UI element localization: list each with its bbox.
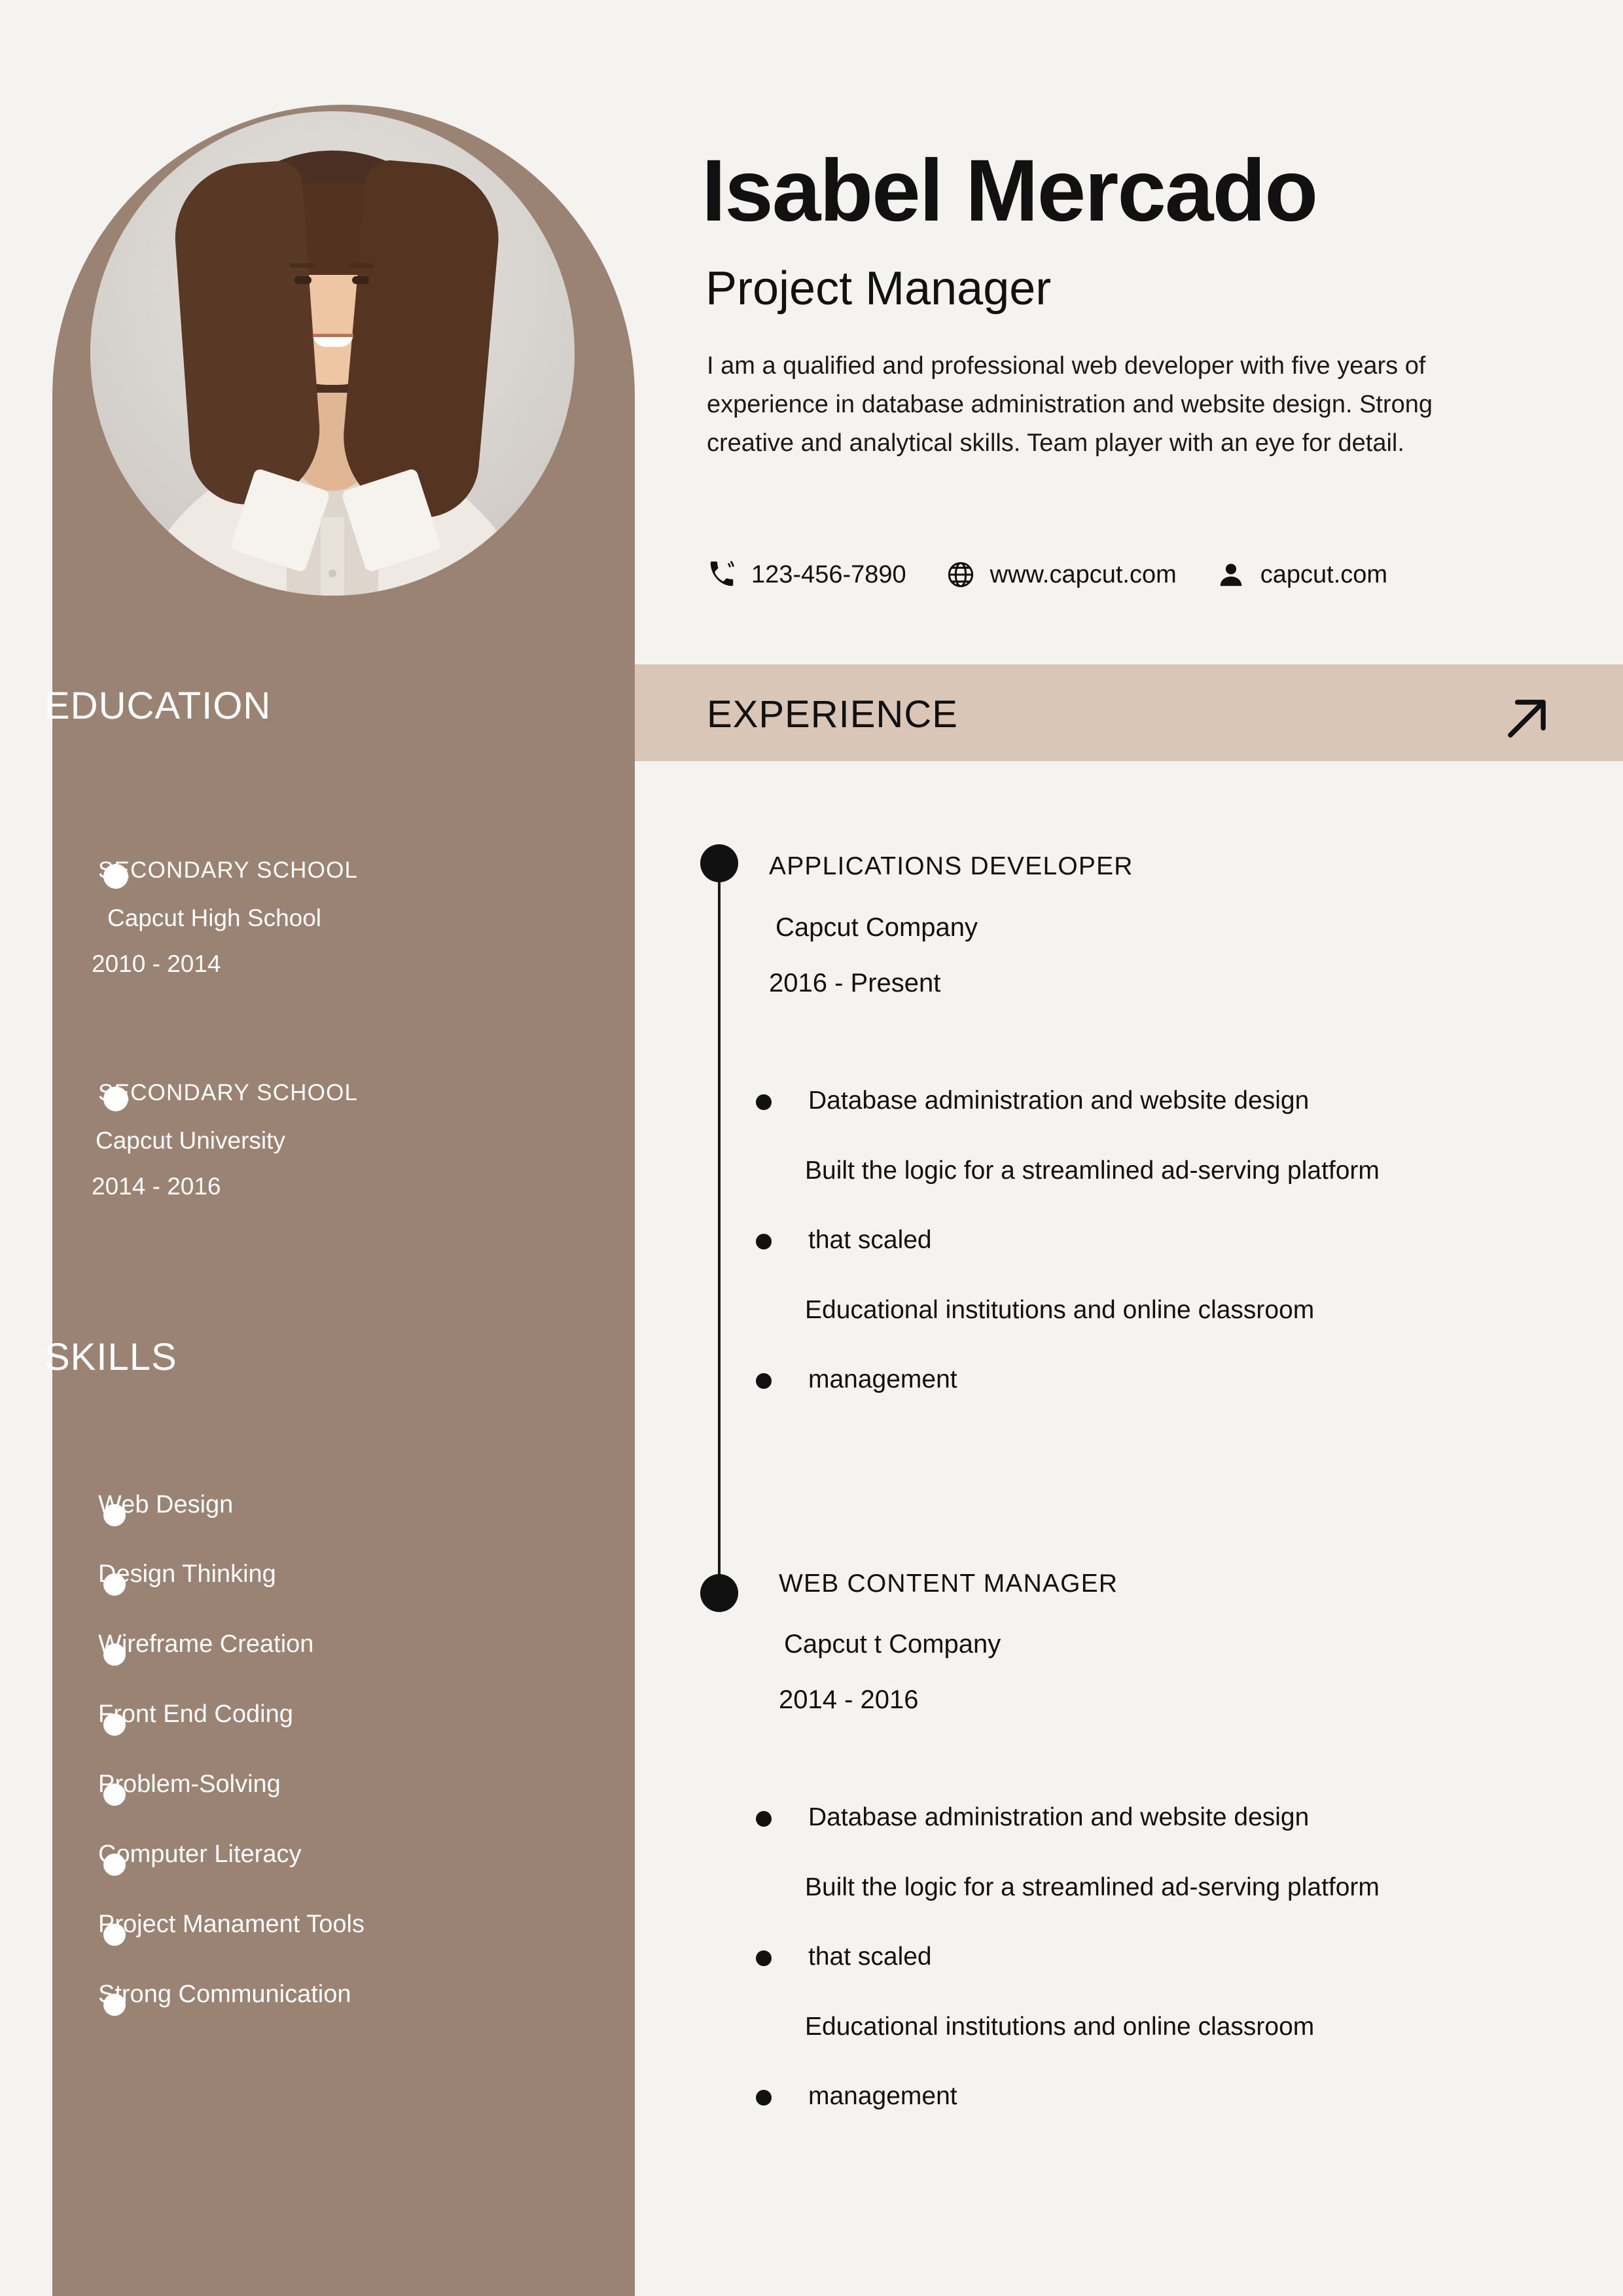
portrait-brow-right (348, 263, 374, 268)
job-bullet: management (808, 1365, 957, 1393)
globe-icon (946, 560, 976, 590)
portrait-button (329, 569, 336, 577)
page-title: Isabel Mercado (702, 142, 1317, 240)
portrait-eye-left (294, 276, 312, 284)
contact-website[interactable] (946, 560, 1177, 590)
education-item (92, 857, 359, 978)
skill-item: Wireframe Creation (98, 1630, 314, 1658)
arrow-up-right-icon[interactable] (1499, 691, 1555, 750)
job-bullet-dot (756, 1234, 772, 1249)
skill-item: Front End Coding (98, 1700, 293, 1728)
job-company: Capcut t Company (784, 1630, 1001, 1659)
portrait-brow-left (290, 263, 316, 268)
education-item (92, 1080, 359, 1200)
contact-profile[interactable] (1216, 560, 1387, 590)
job-bullet-dot (756, 1950, 772, 1966)
job-years: 2016 - Present (769, 969, 941, 997)
skill-item: Problem-Solving (98, 1770, 281, 1798)
job-bullet: Database administration and website design (808, 1803, 1310, 1831)
skill-item: Strong Communication (98, 1981, 351, 2008)
portrait-placket (321, 517, 344, 596)
profile-photo (90, 111, 575, 596)
skill-item: Web Design (98, 1491, 234, 1518)
education-level: SECONDARY SCHOOL (98, 1080, 359, 1105)
job-bullet-continuation: Educational institutions and online classroom (805, 2013, 1315, 2041)
education-years: 2014 - 2016 (92, 1173, 221, 1200)
job-bullet-continuation: Built the logic for a streamlined ad-serving platform (805, 1157, 1380, 1185)
person-icon (1216, 560, 1246, 590)
job-bullet-dot (756, 1811, 772, 1827)
job-title: APPLICATIONS DEVELOPER (769, 852, 1133, 880)
job-bullet-continuation: Educational institutions and online classroom (805, 1296, 1315, 1324)
experience-heading: EXPERIENCE (707, 693, 958, 736)
job-role: Project Manager (705, 262, 1052, 315)
contact-list (707, 560, 1387, 590)
job-company: Capcut Company (776, 913, 978, 942)
skill-item: Project Manament Tools (98, 1910, 365, 1938)
contact-phone-value: 123-456-7890 (751, 560, 906, 588)
education-institution: Capcut University (96, 1127, 285, 1154)
job-bullet: Database administration and website design (808, 1086, 1310, 1115)
job-title: WEB CONTENT MANAGER (779, 1570, 1118, 1598)
portrait-eye-right (352, 276, 369, 284)
job-bullet: that scaled (808, 1226, 932, 1254)
education-institution: Capcut High School (107, 905, 322, 931)
profile-summary: I am a qualified and professional web developer with five years of experience in database administration and website design. Strong creative and analytical skills. Team player with an eye for detail. (707, 352, 1433, 457)
education-heading: EDUCATION (45, 685, 272, 727)
timeline-dot (700, 844, 738, 882)
contact-website-value: www.capcut.com (990, 560, 1177, 588)
job-bullet-dot (756, 1373, 772, 1389)
skills-heading: SKILLS (45, 1336, 177, 1378)
job-years: 2014 - 2016 (779, 1685, 919, 1714)
job-bullet-continuation: Built the logic for a streamlined ad-serving platform (805, 1873, 1380, 1901)
skill-item: Design Thinking (98, 1560, 276, 1588)
experience-timeline (718, 877, 721, 1597)
job-bullet-dot (756, 2090, 772, 2106)
job-bullet: management (808, 2082, 957, 2110)
education-years: 2010 - 2014 (92, 950, 221, 977)
portrait-hair-left (170, 160, 325, 509)
phone-icon (707, 560, 737, 590)
job-bullet-dot (756, 1094, 772, 1110)
job-bullet: that scaled (808, 1943, 932, 1971)
education-level: SECONDARY SCHOOL (98, 857, 359, 883)
timeline-dot (700, 1574, 738, 1612)
skill-item: Computer Literacy (98, 1840, 302, 1868)
contact-profile-value: capcut.com (1260, 560, 1388, 588)
contact-phone[interactable] (707, 560, 906, 590)
